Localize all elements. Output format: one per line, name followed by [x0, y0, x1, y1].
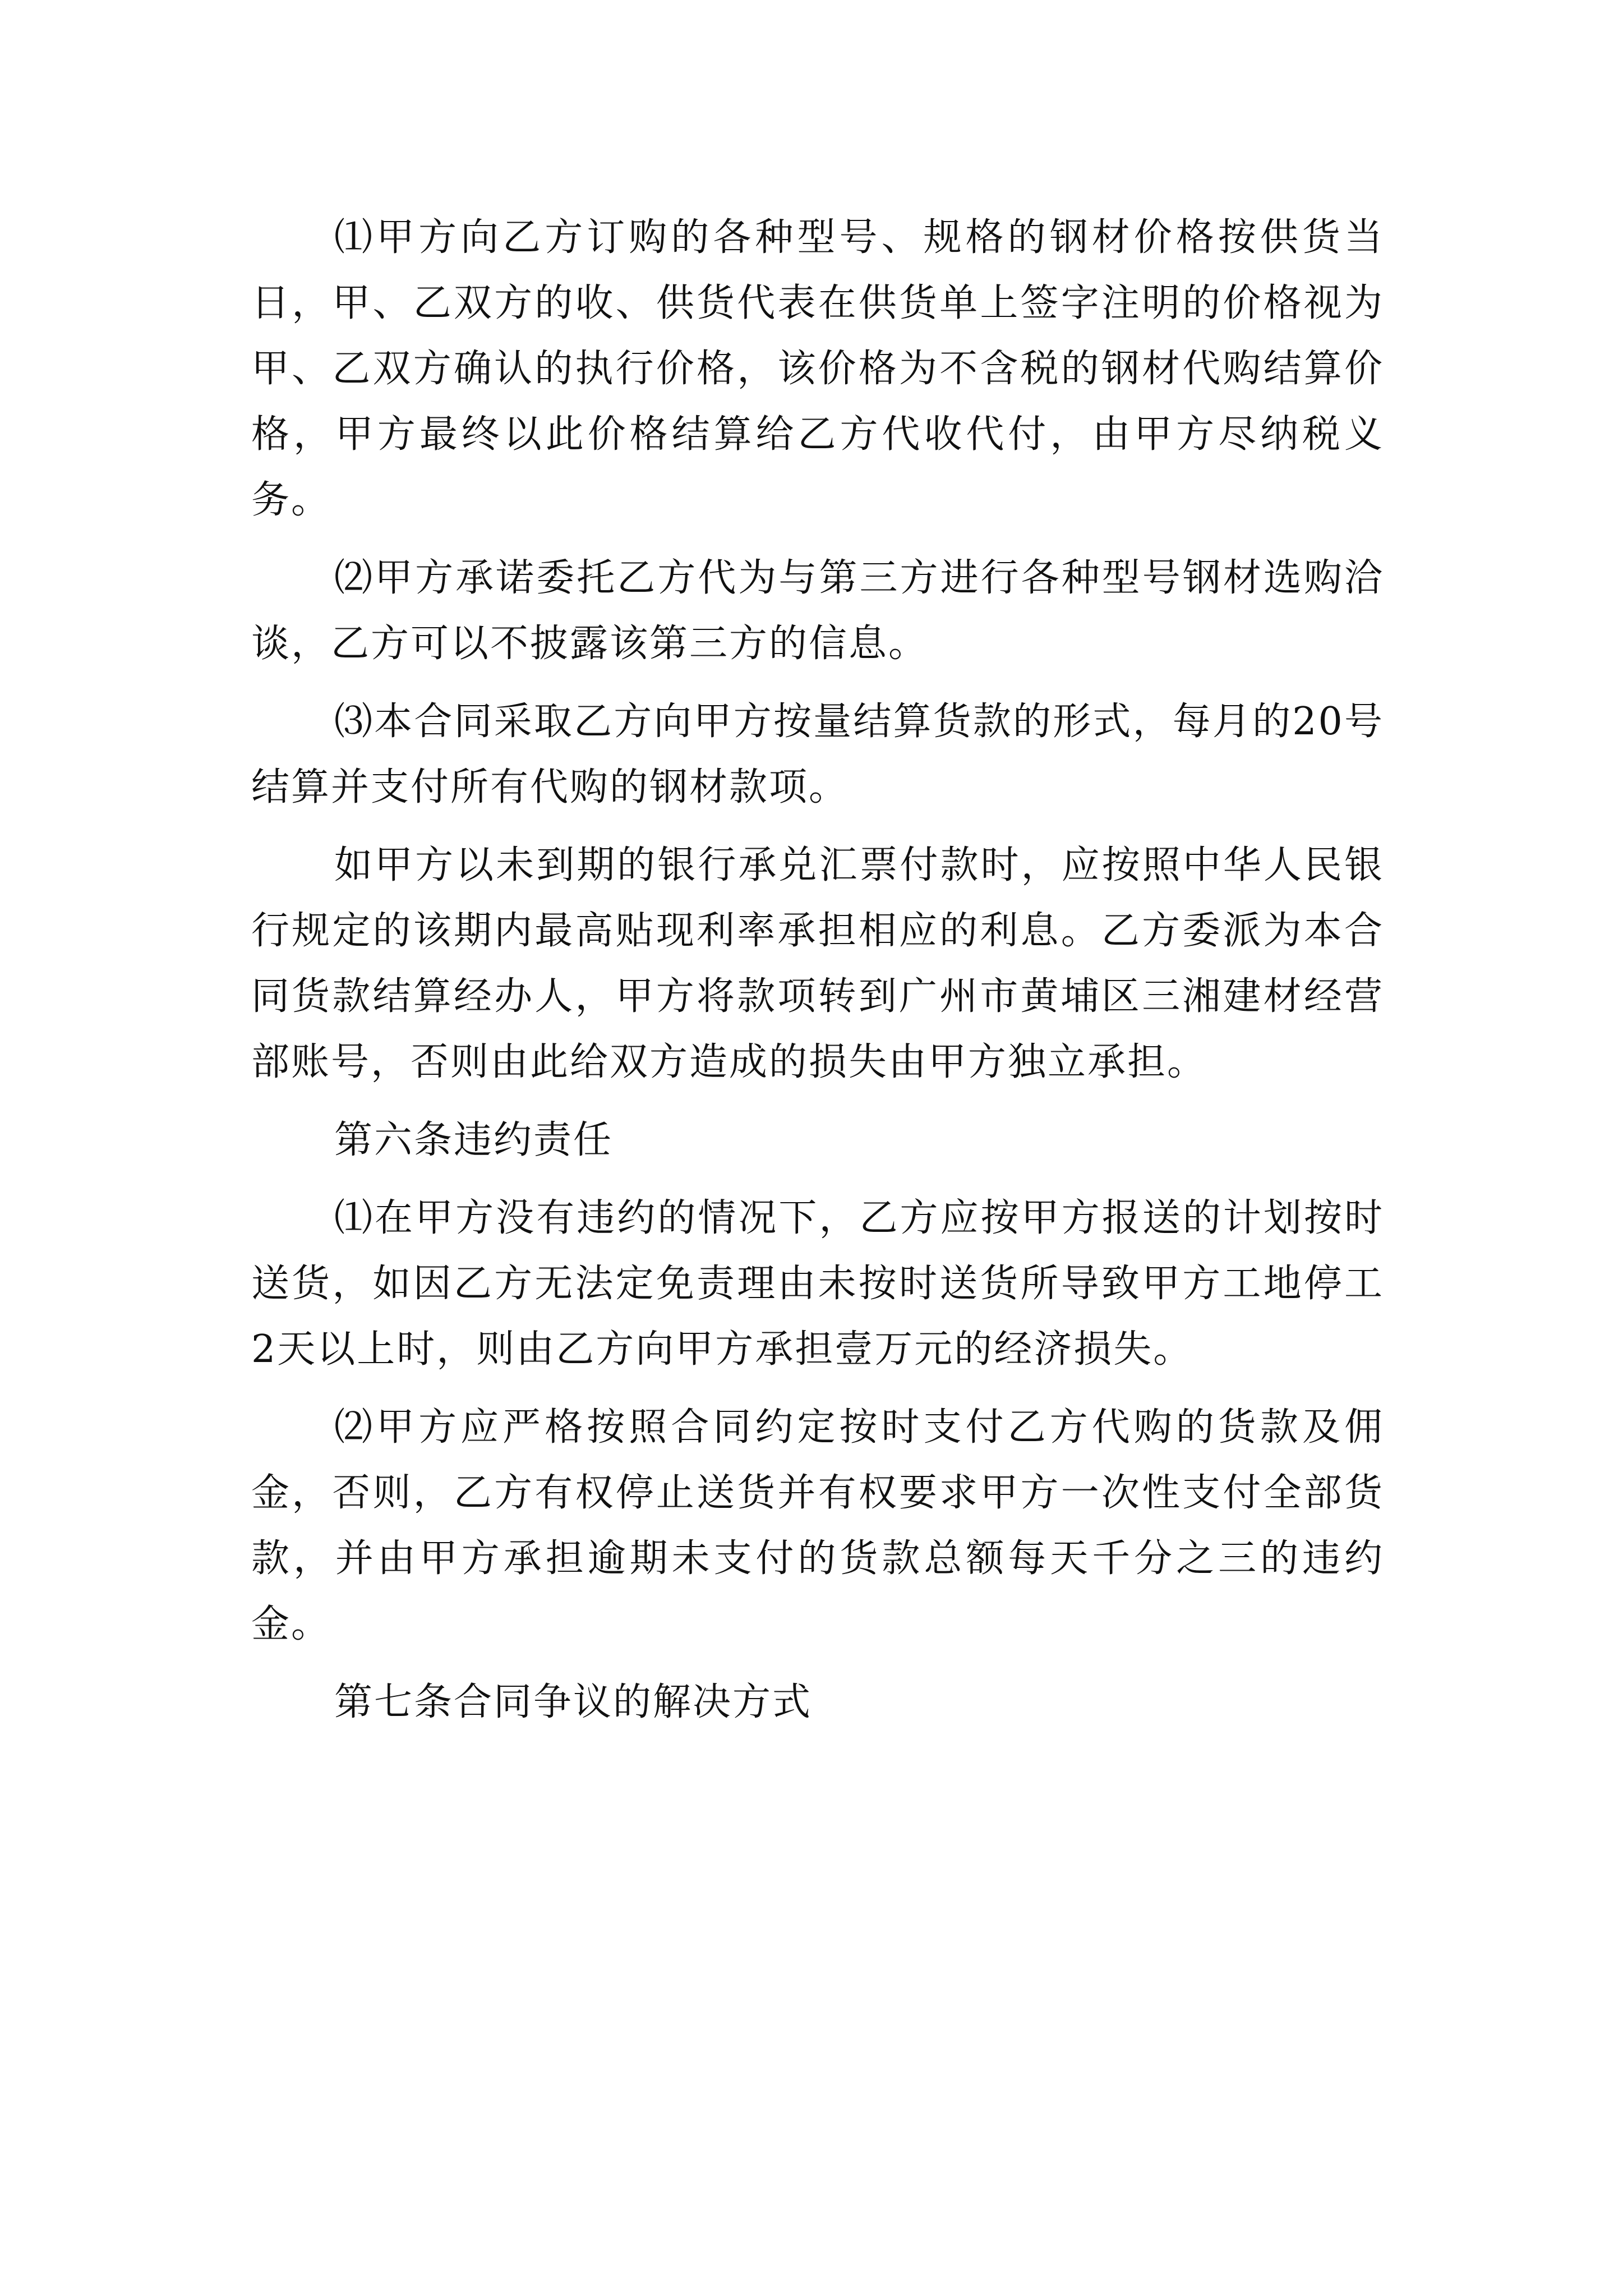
paragraph-settlement-clause: ⑶本合同采取乙方向甲方按量结算货款的形式，每月的20号结算并支付所有代购的钢材款项。 — [251, 700, 1384, 809]
paragraph-bank-acceptance-clause: 如甲方以未到期的银行承兑汇票付款时，应按照中华人民银行规定的该期内最高贴现利率承担相应的利息。乙方委派为本合同货款结算经办人，甲方将款项转到广州市黄埔区三湘建材经营部账号，否则由此给双方造成的损失由甲方独立承担。 — [251, 843, 1384, 1084]
paragraph-price-clause: ⑴甲方向乙方订购的各种型号、规格的钢材价格按供货当日，甲、乙双方的收、供货代表在供货单上签字注明的价格视为甲、乙双方确认的执行价格，该价格为不含税的钢材代购结算价格，甲方最终以此价格结算给乙方代收代付，由甲方尽纳税义务。 — [251, 215, 1384, 522]
paragraph-gap — [251, 1657, 1384, 1669]
section-heading-article-7: 第七条合同争议的解决方式 — [334, 1680, 813, 1724]
paragraph-gap — [251, 1382, 1384, 1395]
paragraph-gap — [251, 1173, 1384, 1185]
paragraph-gap — [251, 677, 1384, 689]
paragraph-payment-breach-clause: ⑵甲方应严格按照合同约定按时支付乙方代购的货款及佣金，否则，乙方有权停止送货并有权要求甲方一次性支付全部货款，并由甲方承担逾期未支付的货款总额每天千分之三的违约金。 — [251, 1405, 1384, 1646]
paragraph-gap — [251, 820, 1384, 832]
section-heading-article-6: 第六条违约责任 — [334, 1118, 614, 1162]
paragraph-gap — [251, 533, 1384, 545]
paragraph-gap — [251, 1095, 1384, 1107]
document-body — [251, 205, 1384, 1735]
paragraph-delivery-breach-clause: ⑴在甲方没有违约的情况下，乙方应按甲方报送的计划按时送货，如因乙方无法定免责理由未按时送货所导致甲方工地停工2天以上时，则由乙方向甲方承担壹万元的经济损失。 — [251, 1196, 1384, 1372]
paragraph-third-party-clause: ⑵甲方承诺委托乙方代为与第三方进行各种型号钢材选购洽谈，乙方可以不披露该第三方的信息。 — [251, 556, 1384, 666]
